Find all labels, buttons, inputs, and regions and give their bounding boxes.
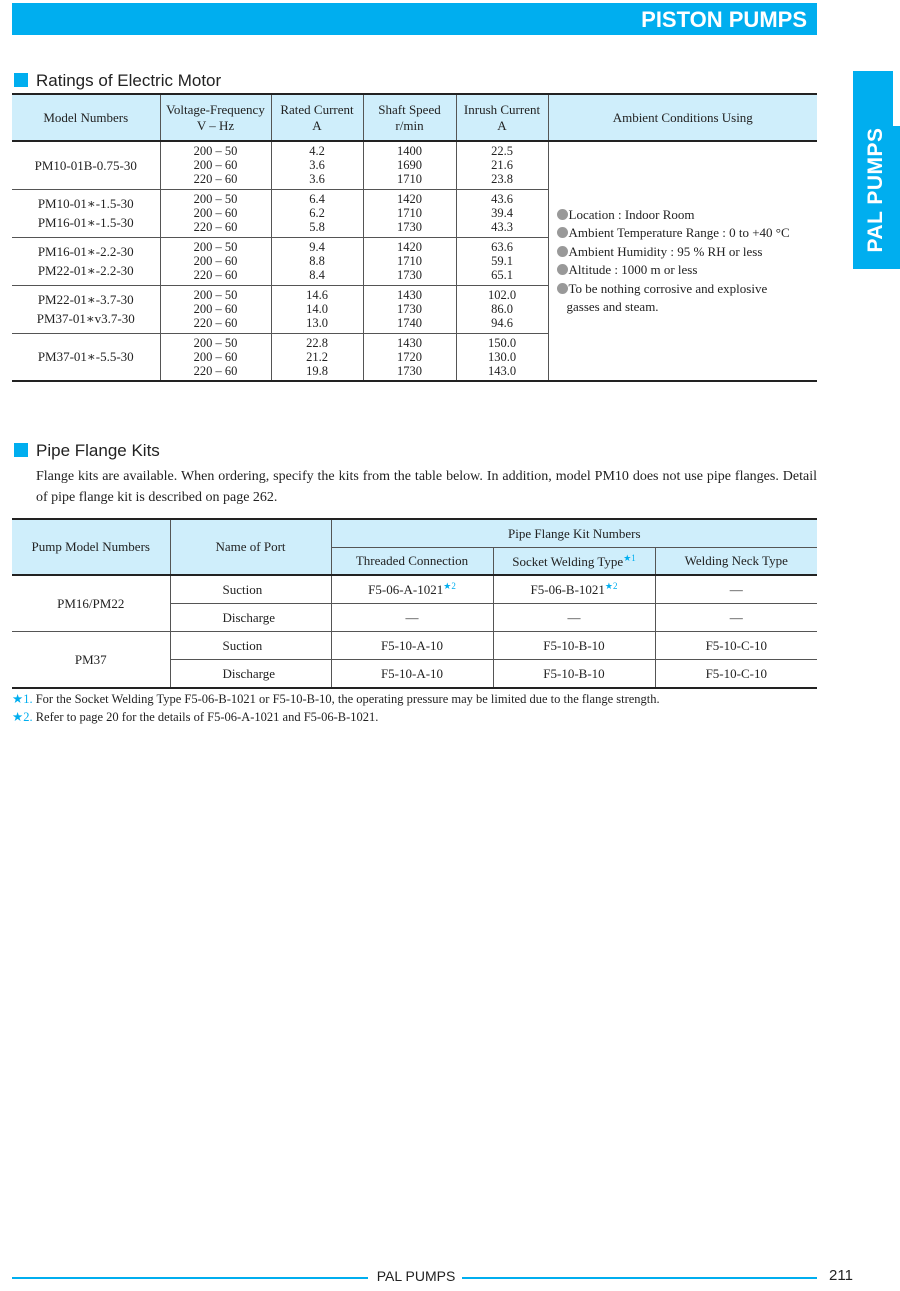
- model-cell: PM22-01∗-3.7-30 PM37-01∗v3.7-30: [12, 285, 160, 333]
- speed-cell: 1400 1690 1710: [363, 141, 456, 189]
- threaded-cell: —: [331, 604, 493, 632]
- neck-cell: F5-10-C-10: [655, 632, 817, 660]
- socket-cell: F5-10-B-10: [493, 660, 655, 689]
- bullet-icon: [557, 283, 568, 294]
- model-cell: PM37-01∗-5.5-30: [12, 333, 160, 381]
- table-row: [12, 575, 817, 604]
- model-cell: PM16-01∗-2.2-30 PM22-01∗-2.2-30: [12, 237, 160, 285]
- model-cell: PM10-01B-0.75-30: [12, 141, 160, 189]
- footer-label: PAL PUMPS: [376, 1268, 456, 1284]
- bullet-icon: [557, 264, 568, 275]
- star-note-icon: ★2: [443, 581, 456, 591]
- footer-rule-left: [12, 1277, 368, 1279]
- star-note-icon: ★2.: [12, 710, 33, 724]
- voltage-cell: 200 – 50 200 – 60 220 – 60: [160, 189, 271, 237]
- col-header-socket: Socket Welding Type$^{★1}$: [493, 548, 655, 576]
- col-header-model: Model Numbers: [12, 94, 160, 141]
- voltage-cell: 200 – 50 200 – 60 220 – 60: [160, 285, 271, 333]
- neck-cell: —: [655, 575, 817, 604]
- neck-cell: F5-10-C-10: [655, 660, 817, 689]
- ambient-item: To be nothing corrosive and explosive: [557, 280, 818, 299]
- ambient-item: Ambient Temperature Range : 0 to +40 °C: [557, 224, 818, 243]
- footer-rule-right: [462, 1277, 817, 1279]
- flange-kits-table: [12, 518, 817, 689]
- col-header-neck: Welding Neck Type: [655, 548, 817, 576]
- threaded-cell: F5-10-A-10: [331, 660, 493, 689]
- current-cell: 6.4 6.2 5.8: [271, 189, 363, 237]
- pump-model-cell: PM37: [12, 632, 170, 689]
- bullet-icon: [557, 209, 568, 220]
- col-header-voltage: Voltage-Frequency V – Hz: [160, 94, 271, 141]
- socket-cell: $F5-06-B-1021^{★2}$: [493, 575, 655, 604]
- current-cell: 4.2 3.6 3.6: [271, 141, 363, 189]
- voltage-cell: 200 – 50 200 – 60 220 – 60: [160, 237, 271, 285]
- col-header-pump-model: Pump Model Numbers: [12, 519, 170, 575]
- star-note-icon: ★2: [604, 581, 618, 591]
- footnote: ★1. For the Socket Welding Type F5-06-B-1021 or F5-10-B-10, the operating pressure may be limited due to the flange strength.: [12, 692, 660, 706]
- footnote: ★2. Refer to page 20 for the details of F5-06-A-1021 and F5-06-B-1021.: [12, 710, 379, 724]
- bullet-icon: [557, 246, 568, 257]
- model-cell: PM10-01∗-1.5-30 PM16-01∗-1.5-30: [12, 189, 160, 237]
- ambient-item: Altitude : 1000 m or less: [557, 261, 818, 280]
- ambient-conditions-cell: [548, 141, 817, 381]
- speed-cell: 1420 1710 1730: [363, 237, 456, 285]
- page-header: [12, 3, 817, 35]
- inrush-cell: 150.0 130.0 143.0: [456, 333, 548, 381]
- inrush-cell: 22.5 21.6 23.8: [456, 141, 548, 189]
- side-tab-notch: [893, 71, 900, 126]
- page-number: 211: [829, 1267, 853, 1284]
- motor-ratings-table: [12, 93, 817, 382]
- side-tab-label: PAL PUMPS: [864, 127, 887, 253]
- col-header-inrush: Inrush Current A: [456, 94, 548, 141]
- speed-cell: 1430 1720 1730: [363, 333, 456, 381]
- flange-intro-paragraph: Flange kits are available. When ordering, specify the kits from the table below. In addition, model PM10 does not use pipe flanges. Detail of pipe flange kit is described on page 262.: [36, 469, 817, 505]
- port-cell: Suction: [170, 632, 331, 660]
- port-cell: Discharge: [170, 604, 331, 632]
- speed-cell: 1430 1730 1740: [363, 285, 456, 333]
- port-cell: Suction: [170, 575, 331, 604]
- inrush-cell: 63.6 59.1 65.1: [456, 237, 548, 285]
- inrush-cell: 102.0 86.0 94.6: [456, 285, 548, 333]
- col-header-kit-numbers: Pipe Flange Kit Numbers: [331, 519, 817, 548]
- table-row: [12, 141, 817, 189]
- threaded-cell: $F5-06-A-1021^{★2}$: [331, 575, 493, 604]
- socket-cell: —: [493, 604, 655, 632]
- footnotes: [12, 690, 660, 726]
- ambient-item: Ambient Humidity : 95 % RH or less: [557, 243, 818, 262]
- socket-cell: F5-10-B-10: [493, 632, 655, 660]
- current-cell: 9.4 8.8 8.4: [271, 237, 363, 285]
- star-note-icon: ★1.: [12, 692, 33, 706]
- ambient-item-continued: gasses and steam.: [566, 299, 659, 314]
- threaded-cell: F5-10-A-10: [331, 632, 493, 660]
- inrush-cell: 43.6 39.4 43.3: [456, 189, 548, 237]
- square-bullet-icon: [14, 73, 28, 87]
- bullet-icon: [557, 227, 568, 238]
- square-bullet-icon: [14, 443, 28, 457]
- star-note-icon: ★1: [623, 552, 636, 563]
- col-header-ambient: Ambient Conditions Using: [548, 94, 817, 141]
- pump-model-cell: PM16/PM22: [12, 575, 170, 632]
- col-header-port: Name of Port: [170, 519, 331, 575]
- neck-cell: —: [655, 604, 817, 632]
- port-cell: Discharge: [170, 660, 331, 689]
- speed-cell: 1420 1710 1730: [363, 189, 456, 237]
- table-row: [12, 632, 817, 660]
- col-header-current: Rated Current A: [271, 94, 363, 141]
- section-title-flange: Pipe Flange Kits: [14, 441, 160, 461]
- col-header-threaded: Threaded Connection: [331, 548, 493, 576]
- section-title-motor: Ratings of Electric Motor: [14, 71, 221, 91]
- current-cell: 22.8 21.2 19.8: [271, 333, 363, 381]
- page-title: PISTON PUMPS: [641, 7, 807, 32]
- voltage-cell: 200 – 50 200 – 60 220 – 60: [160, 333, 271, 381]
- ambient-item: Location : Indoor Room: [557, 206, 818, 225]
- col-header-speed: Shaft Speed r/min: [363, 94, 456, 141]
- current-cell: 14.6 14.0 13.0: [271, 285, 363, 333]
- voltage-cell: 200 – 50 200 – 60 220 – 60: [160, 141, 271, 189]
